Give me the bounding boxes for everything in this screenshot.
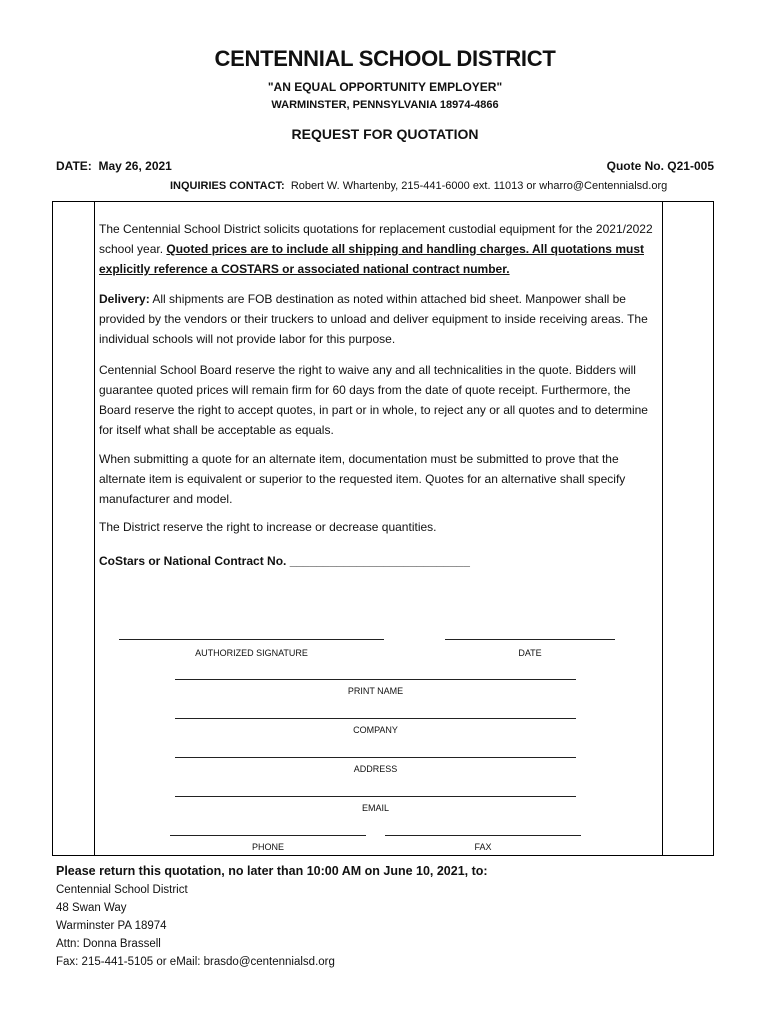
phone-line[interactable]	[170, 835, 366, 836]
district-title: CENTENNIAL SCHOOL DISTRICT	[214, 46, 556, 71]
box-divider-right	[662, 201, 663, 856]
signature-label: AUTHORIZED SIGNATURE	[195, 648, 308, 658]
board-rights-paragraph: Centennial School Board reserve the right to waive any and all technicalities in the quote. Bidders will guarantee quoted prices will remain firm for 60 days from the date of quote receipt. Furthermore, the Board reserve the right to accept quotes, in part or in whole, to reject any or all quotes and to determine for itself what shall be acceptable as equals.	[99, 363, 648, 437]
signature-line[interactable]	[119, 639, 384, 640]
phone-label: PHONE	[251, 842, 284, 852]
fax-label: FAX	[474, 842, 492, 852]
return-address-line-1: Centennial School District	[56, 884, 188, 896]
return-instructions: Please return this quotation, no later than 10:00 AM on June 10, 2021, to:	[56, 864, 488, 878]
return-address-line-2: 48 Swan Way	[56, 902, 127, 914]
box-divider-left	[94, 201, 95, 856]
delivery-text: All shipments are FOB destination as noted within attached bid sheet. Manpower shall be provided by the vendors or their truckers to unload and deliver equipment to inside receiving areas. The individual schools will not provide labor for this purpose.	[99, 292, 648, 346]
print-name-line[interactable]	[175, 679, 576, 680]
date-row	[56, 159, 172, 173]
district-address: WARMINSTER, PENNSYLVANIA 18974-4866	[271, 99, 499, 111]
return-address-line-3: Warminster PA 18974	[56, 920, 167, 932]
delivery-label: Delivery:	[99, 292, 150, 306]
contract-number-field[interactable]: CoStars or National Contract No. ___________________________	[99, 554, 470, 568]
intro-paragraph	[99, 219, 659, 279]
print-name-label: PRINT NAME	[347, 686, 404, 696]
email-line[interactable]	[175, 796, 576, 797]
inquiries-value: Robert W. Whartenby, 215-441-6000 ext. 11013 or wharro@Centennialsd.org	[290, 180, 668, 192]
inquiries-contact	[170, 180, 667, 192]
intro-text: The Centennial School District solicits quotations for replacement custodial equipment for the 2021/2022 school year.	[99, 222, 653, 256]
return-attention: Attn: Donna Brassell	[56, 938, 161, 950]
fax-line[interactable]	[385, 835, 581, 836]
document-title: REQUEST FOR QUOTATION	[291, 126, 479, 142]
return-fax-email: Fax: 215-441-5105 or eMail: brasdo@centennialsd.org	[56, 956, 335, 968]
delivery-paragraph	[99, 289, 659, 349]
company-line[interactable]	[175, 718, 576, 719]
date-field-label: DATE	[518, 648, 542, 658]
address-line[interactable]	[175, 757, 576, 758]
inquiries-label: INQUIRIES CONTACT:	[170, 180, 285, 192]
quantities-paragraph: The District reserve the right to increase or decrease quantities.	[99, 520, 437, 534]
email-label: EMAIL	[361, 803, 389, 813]
quote-number: Quote No. Q21-005	[606, 159, 714, 173]
date-label: DATE:	[56, 159, 92, 173]
company-label: COMPANY	[353, 725, 398, 735]
address-label: ADDRESS	[353, 764, 398, 774]
intro-requirement: Quoted prices are to include all shipping and handling charges. All quotations must explicitly reference a COSTARS or associated national contract number.	[99, 242, 644, 276]
date-line[interactable]	[445, 639, 615, 640]
employer-tagline: "AN EQUAL OPPORTUNITY EMPLOYER"	[267, 80, 503, 94]
alternate-item-paragraph: When submitting a quote for an alternate item, documentation must be submitted to prove that the alternate item is equivalent or superior to the requested item. Quotes for an alternative shall specify manufacturer and model.	[99, 452, 626, 506]
date-value: May 26, 2021	[98, 159, 172, 173]
